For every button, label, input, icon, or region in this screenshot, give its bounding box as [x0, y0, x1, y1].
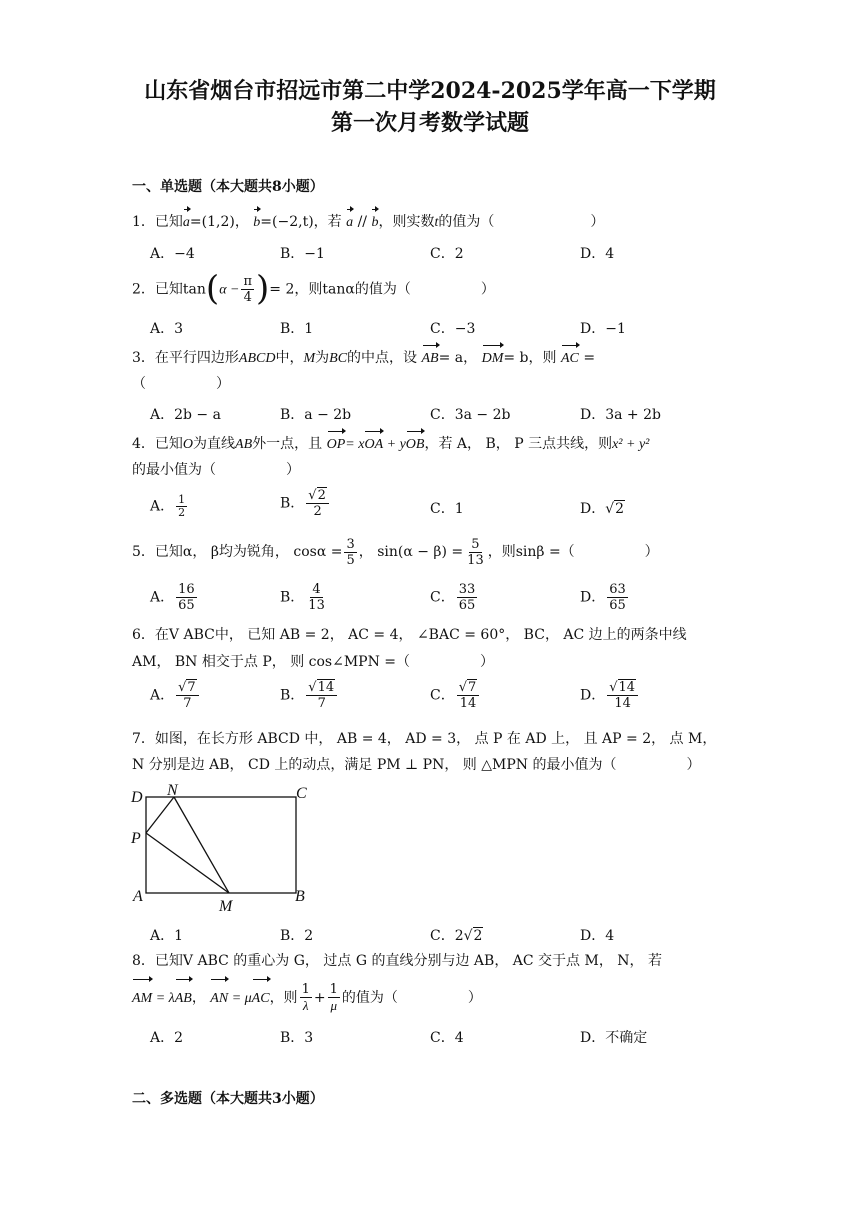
q5-option-a[interactable]: A． $\frac{16}{65}$: [150, 582, 195, 613]
q8-option-d[interactable]: D．不确定: [580, 1030, 648, 1046]
label-p: P: [131, 830, 141, 847]
segment-pn: [146, 797, 174, 833]
label-c: C: [296, 785, 307, 802]
q3-option-d[interactable]: D．3a + 2b: [580, 407, 661, 423]
rectangle-figure: [125, 778, 325, 918]
q2-option-c[interactable]: C．−3: [430, 321, 476, 337]
q8-option-c[interactable]: C．4: [430, 1030, 464, 1046]
section-single-choice: 一、单选题（本大题共8小题）: [132, 179, 324, 195]
label-b: B: [295, 888, 305, 905]
q7-option-d[interactable]: D．4: [580, 928, 615, 944]
question-6: 6．在V ABC中， 已知 AB = 2， AC = 4， ∠BAC = 60°， BC， AC 边上的两条中线: [132, 627, 687, 643]
q8-option-a[interactable]: A．2: [150, 1030, 184, 1046]
q8-option-b[interactable]: B．3: [280, 1030, 314, 1046]
title-line-2: 第一次月考数学试题: [330, 110, 529, 136]
question-3-line-2: （ ）: [132, 376, 230, 392]
question-6-line-2: AM， BN 相交于点 P， 则 cos∠MPN =（ ）: [132, 654, 495, 670]
label-a: A: [133, 888, 143, 905]
label-d: D: [131, 789, 143, 806]
question-3: 3．在平行四边形ABCD中，M为BC的中点，设 AB= a， DM= b，则 AC =: [132, 348, 595, 369]
label-n: N: [167, 782, 178, 799]
q4-option-c[interactable]: C．1: [430, 501, 464, 517]
q2-option-d[interactable]: D．−1: [580, 321, 626, 337]
q1-option-b[interactable]: B．−1: [280, 246, 325, 262]
q5-option-d[interactable]: D． $\frac{63}{65}$: [580, 582, 626, 613]
question-8-line-2: AM = λAB， AN = μAC，则 $\frac{1}{\lambda}$ + $\frac{1}{\mu}$ 的值为（ ）: [132, 982, 482, 1013]
q1-option-c[interactable]: C．2: [430, 246, 464, 262]
question-8: 8．已知V ABC 的重心为 G， 过点 G 的直线分别与边 AB， AC 交于点 M， N， 若: [132, 953, 662, 969]
q1-option-a[interactable]: A．−4: [150, 246, 195, 262]
title-line-1: 山东省烟台市招远市第二中学2024-2025学年高一下学期: [144, 78, 716, 104]
q4-option-d[interactable]: D．√2: [580, 501, 625, 517]
question-7: 7．如图，在长方形 ABCD 中， AB = 4， AD = 3， 点 P 在 AD 上， 且 AP = 2， 点 M，: [132, 731, 717, 747]
question-1: 1．已知a=(1,2)， b=(−2,t)，若 a // b，则实数t的值为（ ）: [132, 212, 604, 233]
q5-option-b[interactable]: B． $\frac{4}{13}$: [280, 582, 325, 613]
q5-option-c[interactable]: C． $\frac{33}{65}$: [430, 582, 476, 613]
q4-option-a[interactable]: A． $\frac{1}{2}$: [150, 493, 186, 519]
q7-option-b[interactable]: B．2: [280, 928, 314, 944]
q2-option-a[interactable]: A．3: [150, 321, 184, 337]
q3-option-c[interactable]: C．3a − 2b: [430, 407, 511, 423]
segment-nm: [174, 797, 229, 893]
q7-option-c[interactable]: C．2√2: [430, 928, 483, 944]
question-4: 4．已知O为直线AB外一点，且 OP= xOA + yOB，若 A， B， P 三点共线，则x² + y²: [132, 434, 649, 455]
q2-option-b[interactable]: B．1: [280, 321, 314, 337]
segment-pm: [146, 833, 229, 893]
q1-option-d[interactable]: D．4: [580, 246, 615, 262]
question-5: 5．已知α， β均为锐角， cosα = $\frac{3}{5}$ ， sin(α − β) = $\frac{5}{13}$ ，则sinβ =（ ）: [132, 536, 659, 568]
q6-option-a[interactable]: A． $\frac{√7}{7}$: [150, 680, 201, 711]
section-multiple-choice: 二、多选题（本大题共3小题）: [132, 1091, 324, 1107]
question-2: 2．已知tan(α − $\frac{\pi}{4}$ )= 2，则tanα的值为（ ）: [132, 268, 495, 309]
question-7-line-2: N 分别是边 AB， CD 上的动点，满足 PM ⊥ PN， 则 △MPN 的最小值为（ ）: [132, 757, 701, 773]
question-4-line-2: 的最小值为（ ）: [132, 462, 300, 478]
q3-option-b[interactable]: B．a − 2b: [280, 407, 352, 423]
q6-option-b[interactable]: B． $\frac{√14}{7}$: [280, 680, 339, 711]
q6-option-c[interactable]: C． $\frac{√7}{14}$: [430, 680, 481, 711]
q4-option-b[interactable]: B． $\frac{√2}{2}$: [280, 488, 331, 519]
q7-option-a[interactable]: A．1: [150, 928, 184, 944]
label-m: M: [219, 898, 233, 915]
q6-option-d[interactable]: D． $\frac{√14}{14}$: [580, 680, 640, 711]
q3-option-a[interactable]: A．2b − a: [150, 407, 221, 423]
